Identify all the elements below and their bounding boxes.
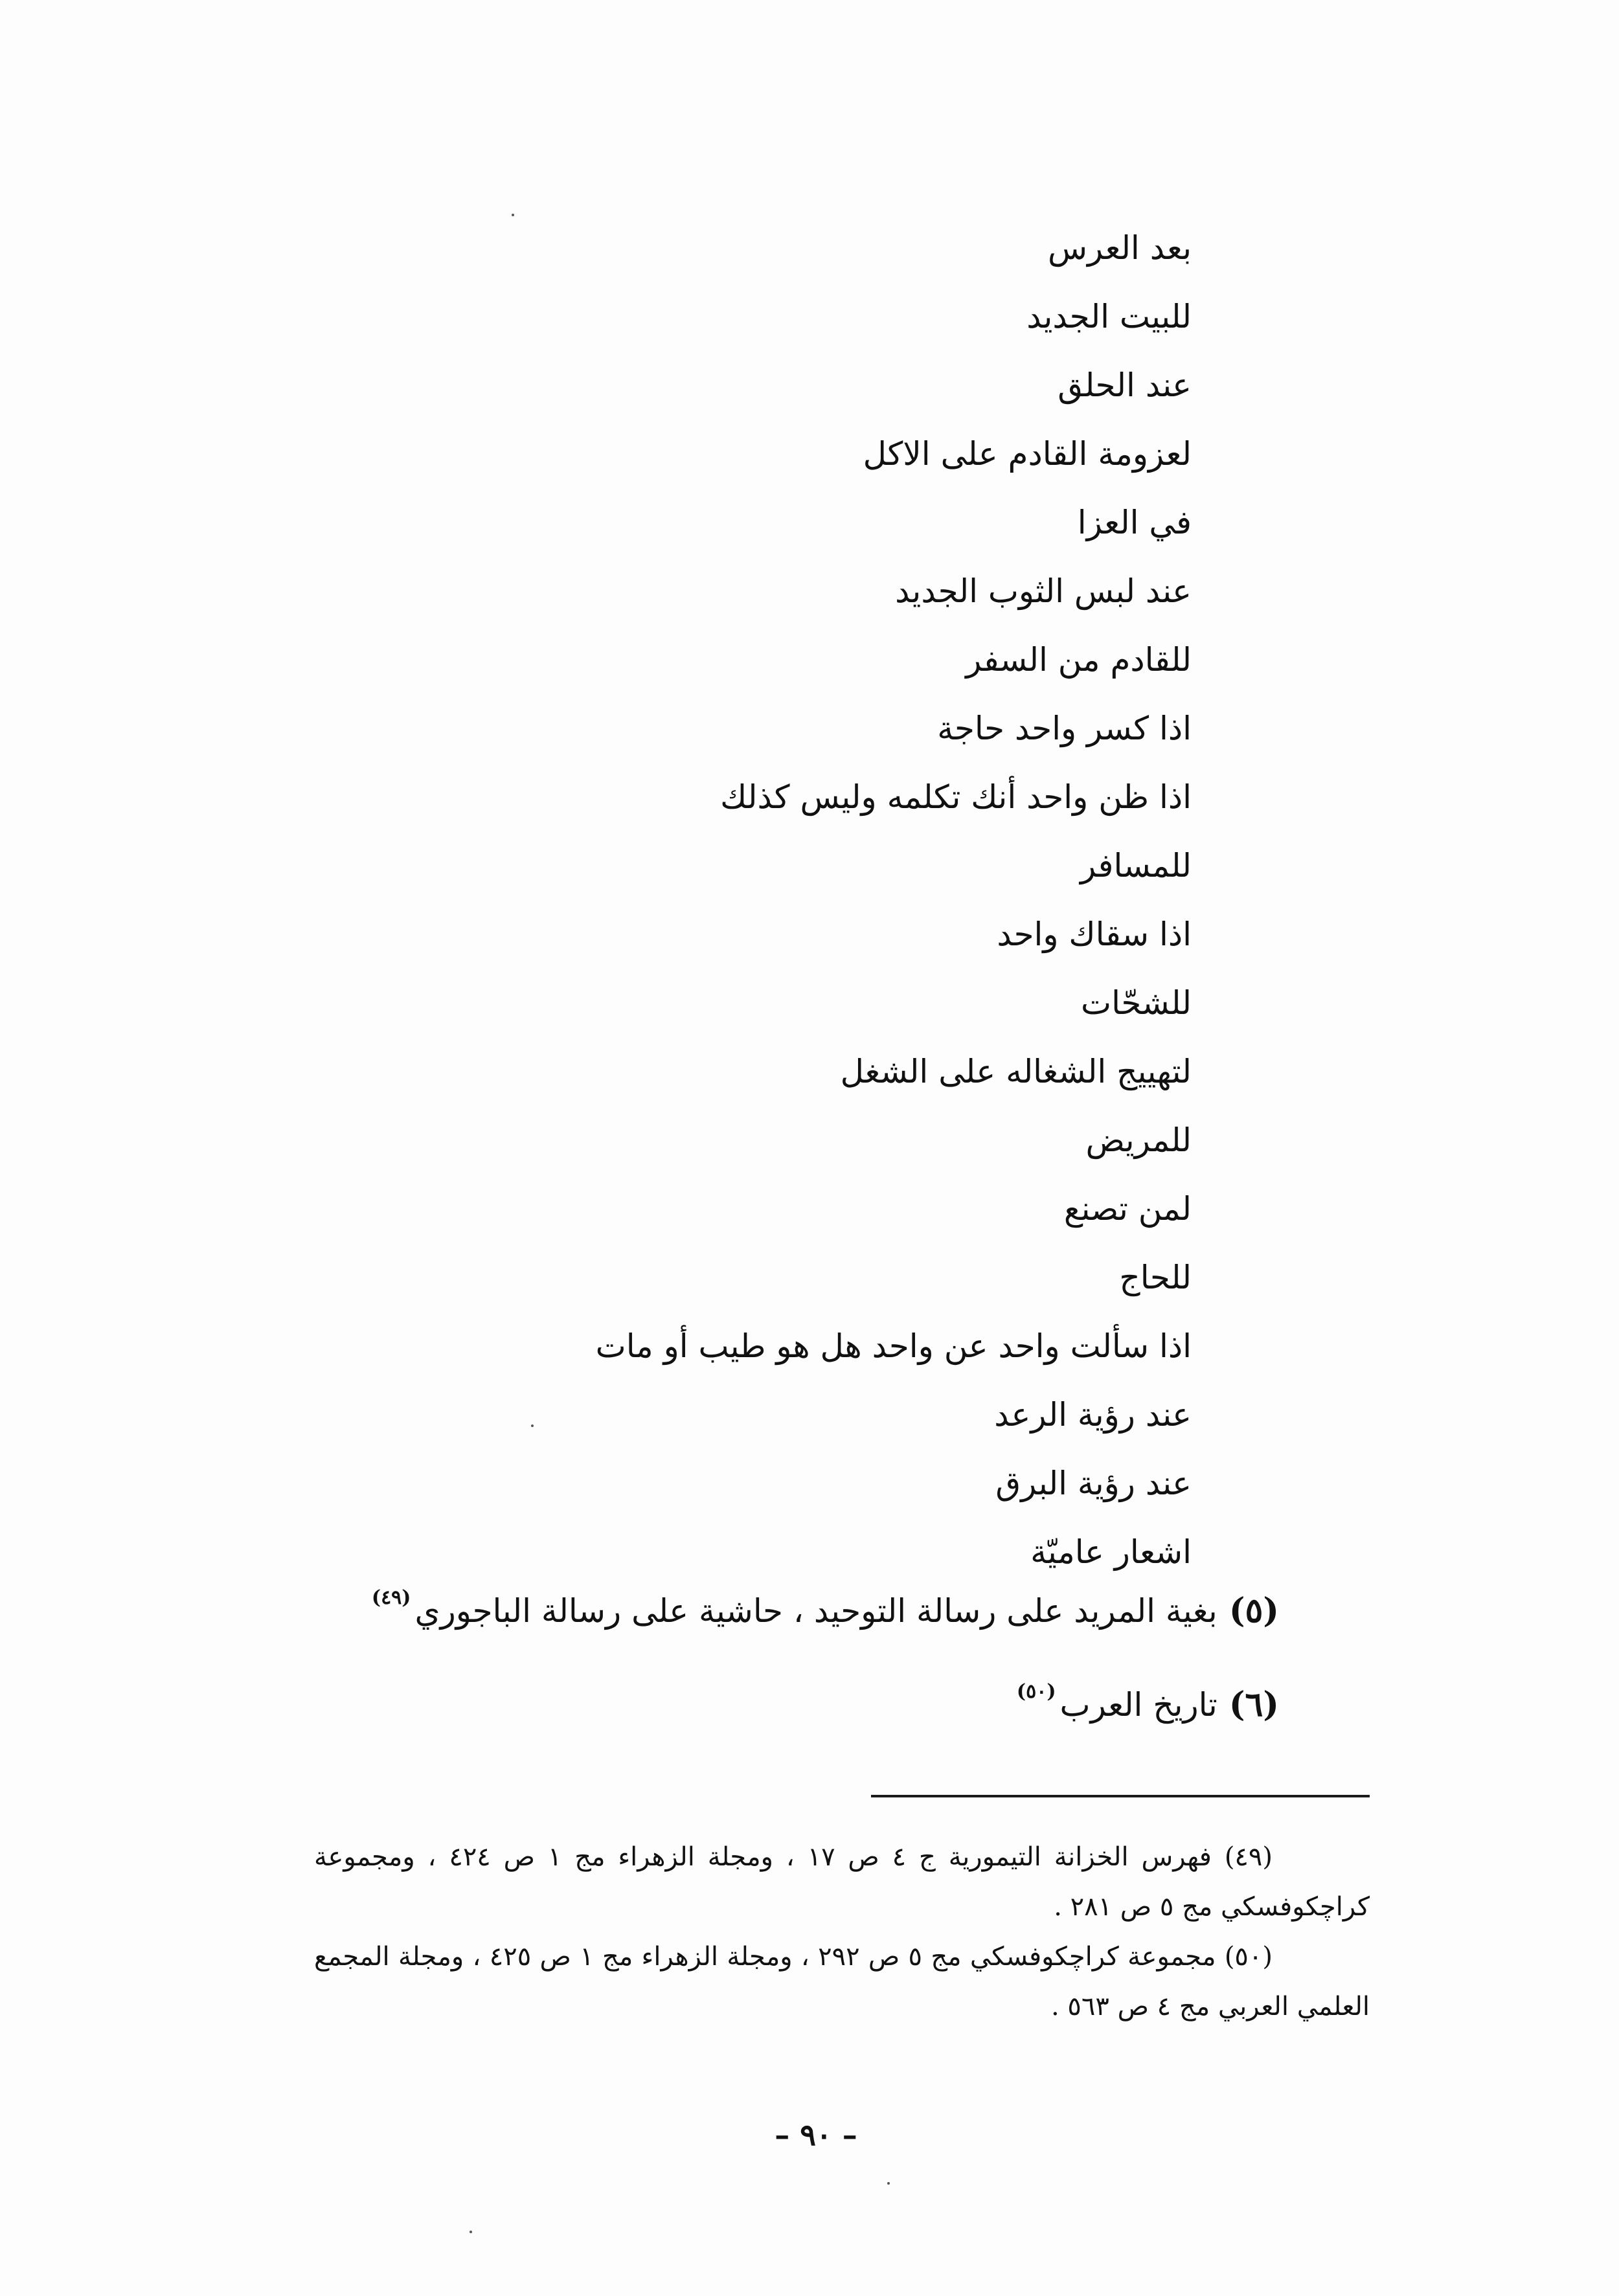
list-item: اذا ظن واحد أنك تكلمه وليس كذلك xyxy=(720,778,1192,816)
list-item: للشحّات xyxy=(1081,984,1192,1022)
list-item: للقادم من السفر xyxy=(966,641,1192,679)
item-number: (٥) xyxy=(1228,1591,1279,1630)
footnote-reference[interactable]: (٥٠) xyxy=(1016,1680,1056,1703)
footnote-divider xyxy=(871,1795,1370,1797)
scan-speck xyxy=(470,2231,472,2233)
list-item: اذا سقاك واحد xyxy=(997,916,1192,953)
list-item: للبيت الجديد xyxy=(1026,298,1192,335)
occasion-list xyxy=(596,214,1192,1586)
list-item: عند رؤية الرعد xyxy=(994,1396,1192,1434)
list-item: للمسافر xyxy=(1080,847,1192,884)
item-title: تاريخ العرب xyxy=(1059,1686,1217,1724)
item-number: (٦) xyxy=(1228,1685,1279,1724)
list-item: عند لبس الثوب الجديد xyxy=(895,572,1192,610)
footnote-reference[interactable]: (٤٩) xyxy=(371,1586,411,1609)
footnotes xyxy=(314,1832,1370,2032)
list-item: لمن تصنع xyxy=(1063,1190,1192,1228)
list-item: اذا سألت واحد عن واحد هل هو طيب أو مات xyxy=(595,1327,1192,1365)
list-item: لتهييج الشغاله على الشغل xyxy=(840,1053,1192,1090)
list-item: عند الحلق xyxy=(1058,366,1192,404)
numbered-item xyxy=(372,1586,1279,1630)
footnote-marker: (٤٩) xyxy=(1224,1842,1273,1872)
list-item: لعزومة القادم على الاكل xyxy=(863,435,1192,473)
footnote-text: مجموعة كراچكوفسكي مج ٥ ص ٢٩٢ ، ومجلة الزهراء مج ١ ص ٤٢٥ ، ومجلة المجمع العلمي العربي مج ٤ ص ٥٦٣ . xyxy=(314,1942,1370,2021)
footnote xyxy=(314,1832,1370,1932)
list-item: للمريض xyxy=(1085,1121,1192,1159)
footnote-marker: (٥٠) xyxy=(1224,1942,1273,1972)
scan-speck xyxy=(531,1424,534,1427)
numbered-item xyxy=(1017,1680,1279,1724)
footnote-text: فهرس الخزانة التيمورية ج ٤ ص ١٧ ، ومجلة الزهراء مج ١ ص ٤٢٤ ، ومجموعة كراچكوفسكي مج ٥ ص ٢٨١ . xyxy=(314,1842,1370,1922)
item-title: بغية المريد على رسالة التوحيد ، حاشية على رسالة الباجوري xyxy=(414,1592,1217,1630)
list-item: بعد العرس xyxy=(1047,229,1192,267)
footnote xyxy=(314,1932,1370,2032)
scan-speck xyxy=(512,214,514,216)
list-item: اذا كسر واحد حاجة xyxy=(937,710,1192,747)
list-item: في العزا xyxy=(1077,504,1192,541)
list-item: اشعار عاميّة xyxy=(1030,1533,1192,1571)
list-item: عند رؤية البرق xyxy=(995,1465,1192,1502)
scan-speck xyxy=(887,2182,890,2185)
list-item: للحاج xyxy=(1119,1259,1192,1296)
page-number: – ٩٠ – xyxy=(775,2117,857,2152)
